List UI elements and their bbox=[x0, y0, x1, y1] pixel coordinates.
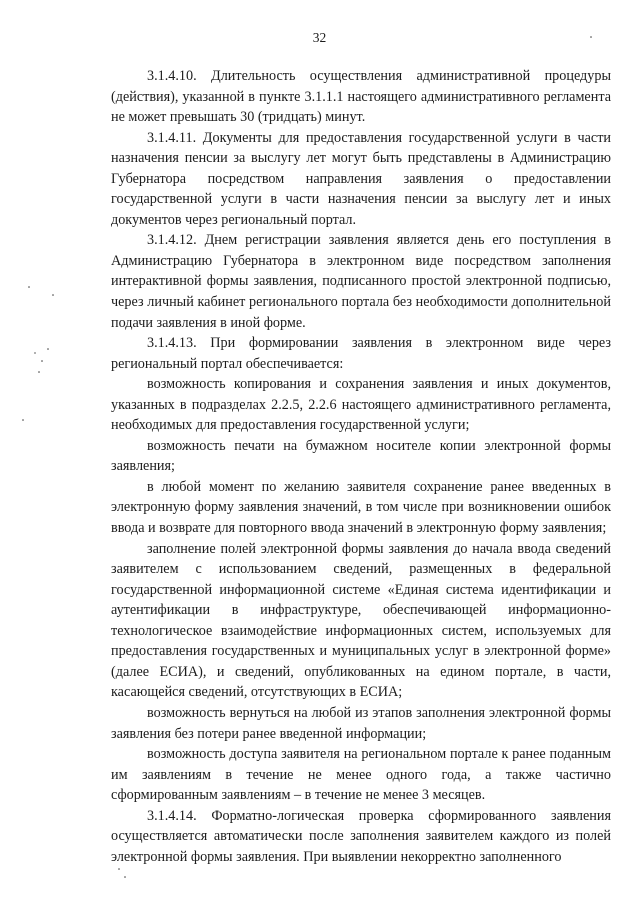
list-item-copy-save: возможность копирования и сохранения заявления и иных документов, указанных в подразделах 2.2.5, 2.2.6 настоящего административного регламента, необходимых для предоставления государственной услуги; bbox=[111, 376, 611, 434]
paragraph-3-1-4-11: 3.1.4.11. Документы для предоставления государственной услуги в части назначения пенсии за выслугу лет могут быть представлены в Администрацию Губернатора посредством направления заявления о предоставлении государственной услуги в части назначения пенсии за выслугу лет и иных документов через региональный портал. bbox=[111, 129, 611, 228]
scan-speck bbox=[41, 360, 43, 362]
list-item-print: возможность печати на бумажном носителе копии электронной формы заявления; bbox=[111, 437, 611, 475]
scan-speck bbox=[28, 286, 30, 288]
page-number: 32 bbox=[312, 30, 327, 45]
scan-speck bbox=[118, 868, 120, 870]
scan-speck bbox=[38, 371, 40, 373]
list-item-autofill-esia: заполнение полей электронной формы заявления до начала ввода сведений заявителем с использованием сведений, размещенных в федеральной государственной информационной системе «Единая система идентификации и аутентификации в инфраструктуре, обеспечивающей информационно-технологическое взаимодействие информационных систем, используемых для предоставления государственных и муниципальных услуг в электронной форме» (далее ЕСИА), и сведений, опубликованных на едином портале, в части, касающейся сведений, отсутствующих в ЕСИА; bbox=[111, 540, 611, 701]
scan-speck bbox=[47, 348, 49, 350]
list-item-access-applications: возможность доступа заявителя на региональном портале к ранее поданным им заявлениям в течение не менее одного года, а также частично сформированным заявлениям – в течение не менее 3 месяцев. bbox=[111, 746, 611, 804]
scan-speck bbox=[34, 352, 36, 354]
paragraph-3-1-4-10: 3.1.4.10. Длительность осуществления административной процедуры (действия), указанной в пункте 3.1.1.1 настоящего административного регламента не может превышать 30 (тридцать) минут. bbox=[111, 68, 611, 126]
paragraph-3-1-4-14: 3.1.4.14. Форматно-логическая проверка сформированного заявления осуществляется автоматически после заполнения заявителем каждого из полей электронной формы заявления. При выявлении некорректно заполненного bbox=[111, 807, 611, 865]
scan-speck bbox=[124, 876, 126, 878]
list-item-return-to-step: возможность вернуться на любой из этапов заполнения электронной формы заявления без потери ранее введенной информации; bbox=[111, 704, 611, 742]
list-item-save-values: в любой момент по желанию заявителя сохранение ранее введенных в электронную форму заявления значений, в том числе при возникновении ошибок ввода и возврате для повторного ввода значений в электронную форму заявления; bbox=[111, 478, 611, 537]
scan-speck bbox=[52, 294, 54, 296]
scan-speck bbox=[22, 419, 24, 421]
scan-speck bbox=[590, 36, 592, 38]
document-body bbox=[111, 66, 611, 867]
paragraph-3-1-4-12: 3.1.4.12. Днем регистрации заявления является день его поступления в Администрацию Губернатора в электронном виде посредством заполнения интерактивной формы заявления, подписанного простой электронной подписью, через личный кабинет регионального портала без необходимости дополнительной подачи заявления в иной форме. bbox=[111, 232, 611, 331]
paragraph-3-1-4-13: 3.1.4.13. При формировании заявления в электронном виде через региональный портал обеспечивается: bbox=[111, 335, 611, 372]
